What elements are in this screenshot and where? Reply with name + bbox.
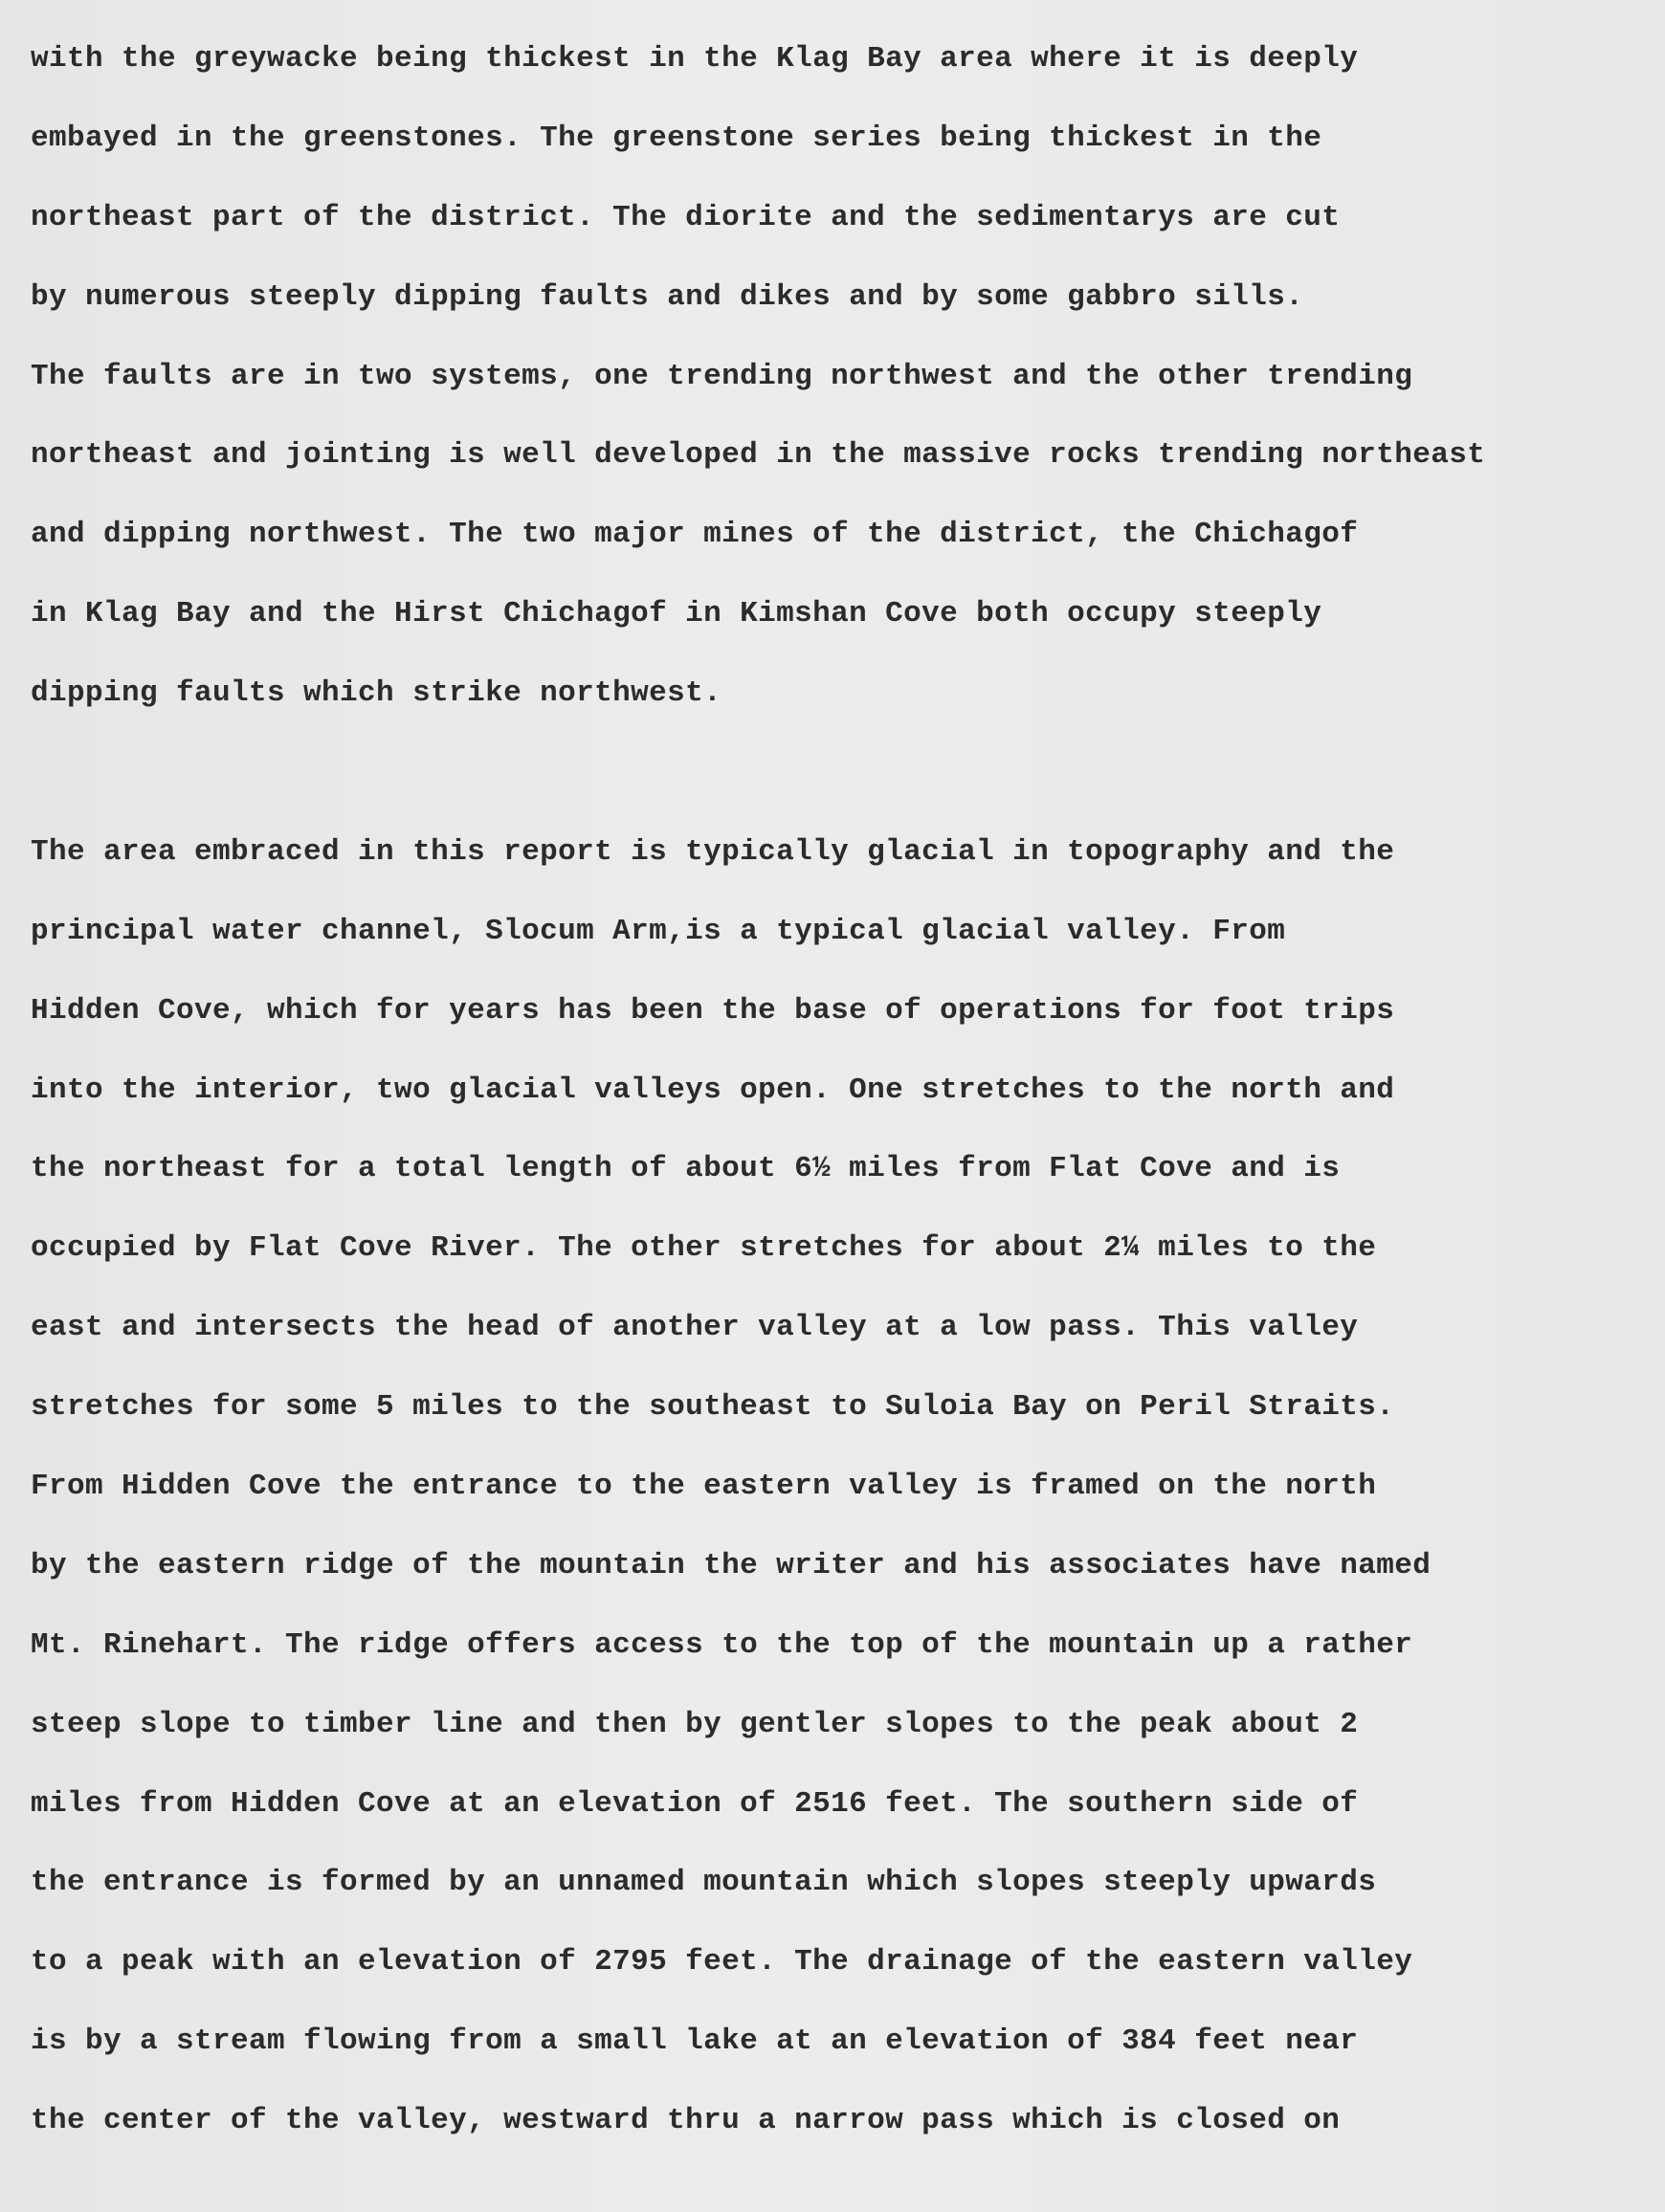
paragraph-geology (31, 40, 1648, 754)
text-line: into the interior, two glacial valleys open. One stretches to the north and (31, 1073, 1395, 1107)
text-line: by numerous steeply dipping faults and dikes and by some gabbro sills. (31, 279, 1304, 314)
text-line: in Klag Bay and the Hirst Chichagof in Kimshan Cove both occupy steeply (31, 597, 1322, 631)
text-line: principal water channel, Slocum Arm,is a typical glacial valley. From (31, 914, 1286, 948)
paragraph-topography (31, 833, 1648, 2181)
text-line: the northeast for a total length of about 6½ miles from Flat Cove and is (31, 1152, 1341, 1186)
text-line: stretches for some 5 miles to the southeast to Suloia Bay on Peril Straits. (31, 1390, 1395, 1425)
paragraph-gap (31, 754, 1648, 833)
text-line: From Hidden Cove the entrance to the eastern valley is framed on the north (31, 1470, 1377, 1504)
text-line: The faults are in two systems, one trending northwest and the other trending (31, 359, 1413, 393)
text-line: miles from Hidden Cove at an elevation of 2516 feet. The southern side of (31, 1786, 1359, 1821)
text-line: occupied by Flat Cove River. The other stretches for about 2¼ miles to the (31, 1231, 1377, 1266)
text-line: and dipping northwest. The two major mines of the district, the Chichagof (31, 518, 1359, 552)
text-line: east and intersects the head of another valley at a low pass. This valley (31, 1311, 1359, 1345)
text-line: the entrance is formed by an unnamed mountain which slopes steeply upwards (31, 1866, 1377, 1900)
text-line: dipping faults which strike northwest. (31, 676, 722, 711)
text-line: to a peak with an elevation of 2795 feet. The drainage of the eastern valley (31, 1945, 1413, 1980)
text-line: northeast and jointing is well developed in the massive rocks trending northeast (31, 438, 1486, 473)
text-line: is by a stream flowing from a small lake at an elevation of 384 feet near (31, 2024, 1359, 2059)
text-line: the center of the valley, westward thru a narrow pass which is closed on (31, 2104, 1341, 2138)
text-line: steep slope to timber line and then by gentler slopes to the peak about 2 (31, 1707, 1359, 1741)
body-text (31, 40, 1648, 2181)
text-line: with the greywacke being thickest in the Klag Bay area where it is deeply (31, 42, 1359, 76)
text-line: by the eastern ridge of the mountain the writer and his associates have named (31, 1548, 1432, 1582)
text-line: Mt. Rinehart. The ridge offers access to the top of the mountain up a rather (31, 1627, 1413, 1662)
text-line: The area embraced in this report is typically glacial in topography and the (31, 834, 1395, 869)
text-line: Hidden Cove, which for years has been the base of operations for foot trips (31, 993, 1395, 1028)
text-line: northeast part of the district. The diorite and the sedimentarys are cut (31, 200, 1341, 234)
text-line: embayed in the greenstones. The greenstone series being thickest in the (31, 121, 1322, 155)
